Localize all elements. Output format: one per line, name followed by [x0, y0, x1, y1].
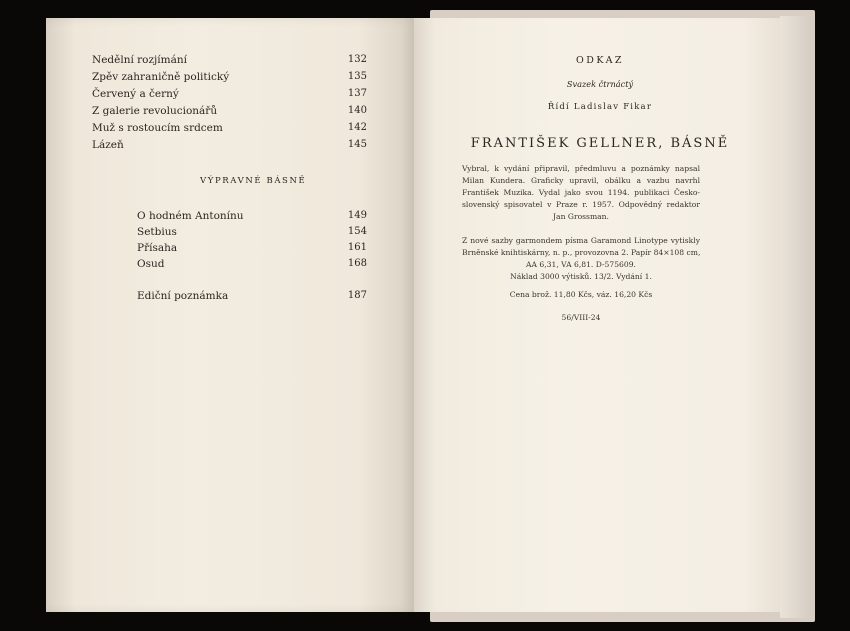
toc-row [137, 208, 367, 224]
printing-paragraph [462, 235, 700, 283]
toc-title: Ediční poznámka [137, 290, 229, 302]
toc-row [137, 224, 367, 240]
toc-page: 137 [347, 88, 367, 99]
toc-row [137, 288, 367, 304]
toc-row [92, 69, 367, 85]
toc-row [92, 137, 367, 153]
text-line: Vybral, k vydání připravil, předmluvu a poznámky napsal [462, 164, 700, 173]
toc-title: Zpěv zahraničně politický [92, 71, 230, 83]
text-line: AA 6,31, VA 6,81. D-575609. [526, 260, 636, 269]
toc-page: 161 [347, 242, 367, 253]
catalog-code: 56/VIII-24 [561, 313, 601, 322]
toc-page: 140 [347, 105, 367, 116]
toc-title: Lázeň [92, 139, 124, 151]
text-line: Náklad 3000 výtisků. 13/2. Vydání 1. [510, 272, 652, 281]
price-line: Cena brož. 11,80 Kčs, váz. 16,20 Kčs [509, 290, 653, 299]
toc-page: 168 [347, 258, 367, 269]
toc-page: 142 [347, 122, 367, 133]
section-heading: VÝPRAVNÉ BÁSNĚ [200, 176, 307, 186]
text-line: Jan Grossman. [553, 212, 609, 221]
toc-row [92, 52, 367, 68]
text-line: Milan Kundera. Graficky upravil, obálku a vazbu navrhl [462, 176, 700, 185]
text-line: František Muzika. Vydal jako svou 1194. publikaci Česko- [462, 188, 700, 197]
toc-title: O hodném Antonínu [137, 210, 244, 222]
text-line: slovenský spisovatel v Praze r. 1957. Odpovědný redaktor [462, 200, 700, 209]
toc-title: Muž s rostoucím srdcem [92, 122, 223, 134]
toc-title: Z galerie revolucionářů [92, 105, 218, 117]
text-line: Z nové sazby garmondem písma Garamond Linotype vytiskly [462, 236, 700, 245]
toc-page: 135 [347, 71, 367, 82]
toc-row [92, 103, 367, 119]
toc-page: 187 [347, 290, 367, 301]
series-volume: Svazek čtrnáctý [566, 79, 634, 89]
series-title: ODKAZ [575, 55, 625, 66]
toc-row [137, 240, 367, 256]
book-title: FRANTIŠEK GELLNER, BÁSNĚ [470, 136, 730, 151]
toc-row [92, 86, 367, 102]
toc-page: 132 [347, 54, 367, 65]
text-line: Brněnské knihtiskárny, n. p., provozovna 2. Papír 84×108 cm, [462, 248, 701, 257]
toc-row [137, 256, 367, 272]
credits-paragraph [462, 163, 700, 223]
series-editor: Řídí Ladislav Fikar [547, 102, 653, 112]
page-block-edge [780, 16, 810, 618]
toc-title: Červený a černý [92, 88, 179, 100]
toc-page: 145 [347, 139, 367, 150]
toc-row [92, 120, 367, 136]
toc-title: Nedělní rozjímání [92, 54, 187, 66]
toc-title: Setbius [137, 226, 177, 238]
toc-page: 149 [347, 210, 367, 221]
toc-title: Přísaha [137, 242, 178, 254]
toc-title: Osud [137, 258, 165, 270]
toc-page: 154 [347, 226, 367, 237]
